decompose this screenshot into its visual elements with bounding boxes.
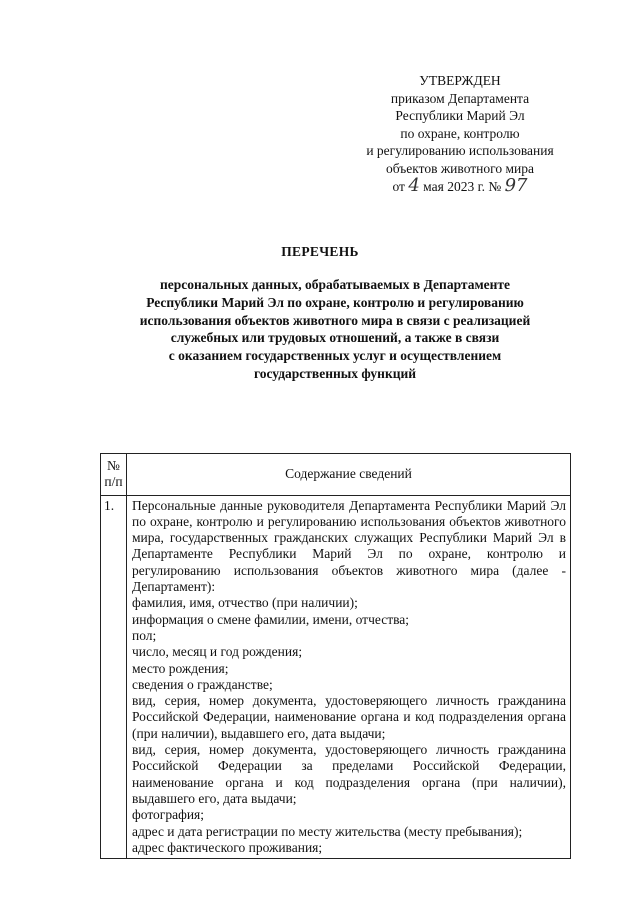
approval-heading: УТВЕРЖДЕН — [419, 73, 501, 88]
list-item: фотография; — [132, 807, 205, 823]
header-number: № п/п — [101, 454, 127, 496]
list-item: Персональные данные руководителя Департамента Республики Марий Эл по охране, контролю и регулированию использования объектов животного мира, государственных гражданских служащих Республики Марий Эл в Департаменте Республики Марий Эл по охране, контролю и регулированию использования объектов животного мира (далее - Департамент): — [132, 497, 566, 595]
approval-block — [340, 72, 580, 196]
approval-line: Республики Марий Эл — [395, 108, 525, 123]
list-item: адрес и дата регистрации по месту жительства (месту пребывания); — [132, 823, 523, 839]
document-title: ПЕРЕЧЕНЬ — [281, 244, 359, 259]
approval-line: и регулированию использования — [366, 143, 554, 158]
list-item: вид, серия, номер документа, удостоверяющего личность гражданина Российской Федерации за пределами Российской Федерации, наименование органа и код подразделения органа (при наличии), выдавшего его, дата выдачи; — [132, 742, 566, 806]
approval-date — [340, 177, 580, 196]
subtitle-line: использования объектов животного мира в связи с реализацией — [139, 312, 531, 328]
list-item: сведения о гражданстве; — [132, 676, 273, 692]
table-row — [101, 495, 571, 859]
list-item: число, месяц и год рождения; — [132, 644, 303, 660]
list-item: место рождения; — [132, 660, 229, 676]
document-subtitle — [95, 276, 575, 383]
handwritten-order-number: 97 — [504, 175, 528, 196]
date-prefix: от — [392, 179, 405, 194]
list-item: информация о смене фамилии, имени, отчества; — [132, 611, 410, 627]
handwritten-day: 4 — [408, 175, 420, 196]
subtitle-line: с оказанием государственных услуг и осуществлением — [168, 348, 502, 364]
list-item: адрес фактического проживания; — [132, 839, 323, 855]
row-number: 1. — [101, 495, 127, 859]
approval-line: приказом Департамента — [390, 90, 530, 106]
row-content — [127, 495, 571, 859]
personal-data-table — [100, 453, 571, 859]
list-item: пол; — [132, 627, 157, 643]
list-item: вид, серия, номер документа, удостоверяющего личность гражданина Российской Федерации, наименование органа и код подразделения органа (при наличии), выдавшего его, дата выдачи; — [132, 693, 566, 741]
subtitle-line: персональных данных, обрабатываемых в Департаменте — [159, 277, 511, 292]
list-item: фамилия, имя, отчество (при наличии); — [132, 595, 358, 611]
table-header-row — [101, 454, 571, 496]
subtitle-line: Республики Марий Эл по охране, контролю и регулированию — [146, 294, 524, 310]
header-content: Содержание сведений — [127, 454, 571, 496]
approval-line: объектов животного мира — [386, 160, 534, 176]
approval-line: по охране, контролю — [400, 125, 520, 141]
date-rest: мая 2023 г. № — [423, 179, 502, 194]
subtitle-line: служебных или трудовых отношений, а также в связи — [170, 330, 500, 346]
subtitle-line: государственных функций — [253, 365, 417, 381]
